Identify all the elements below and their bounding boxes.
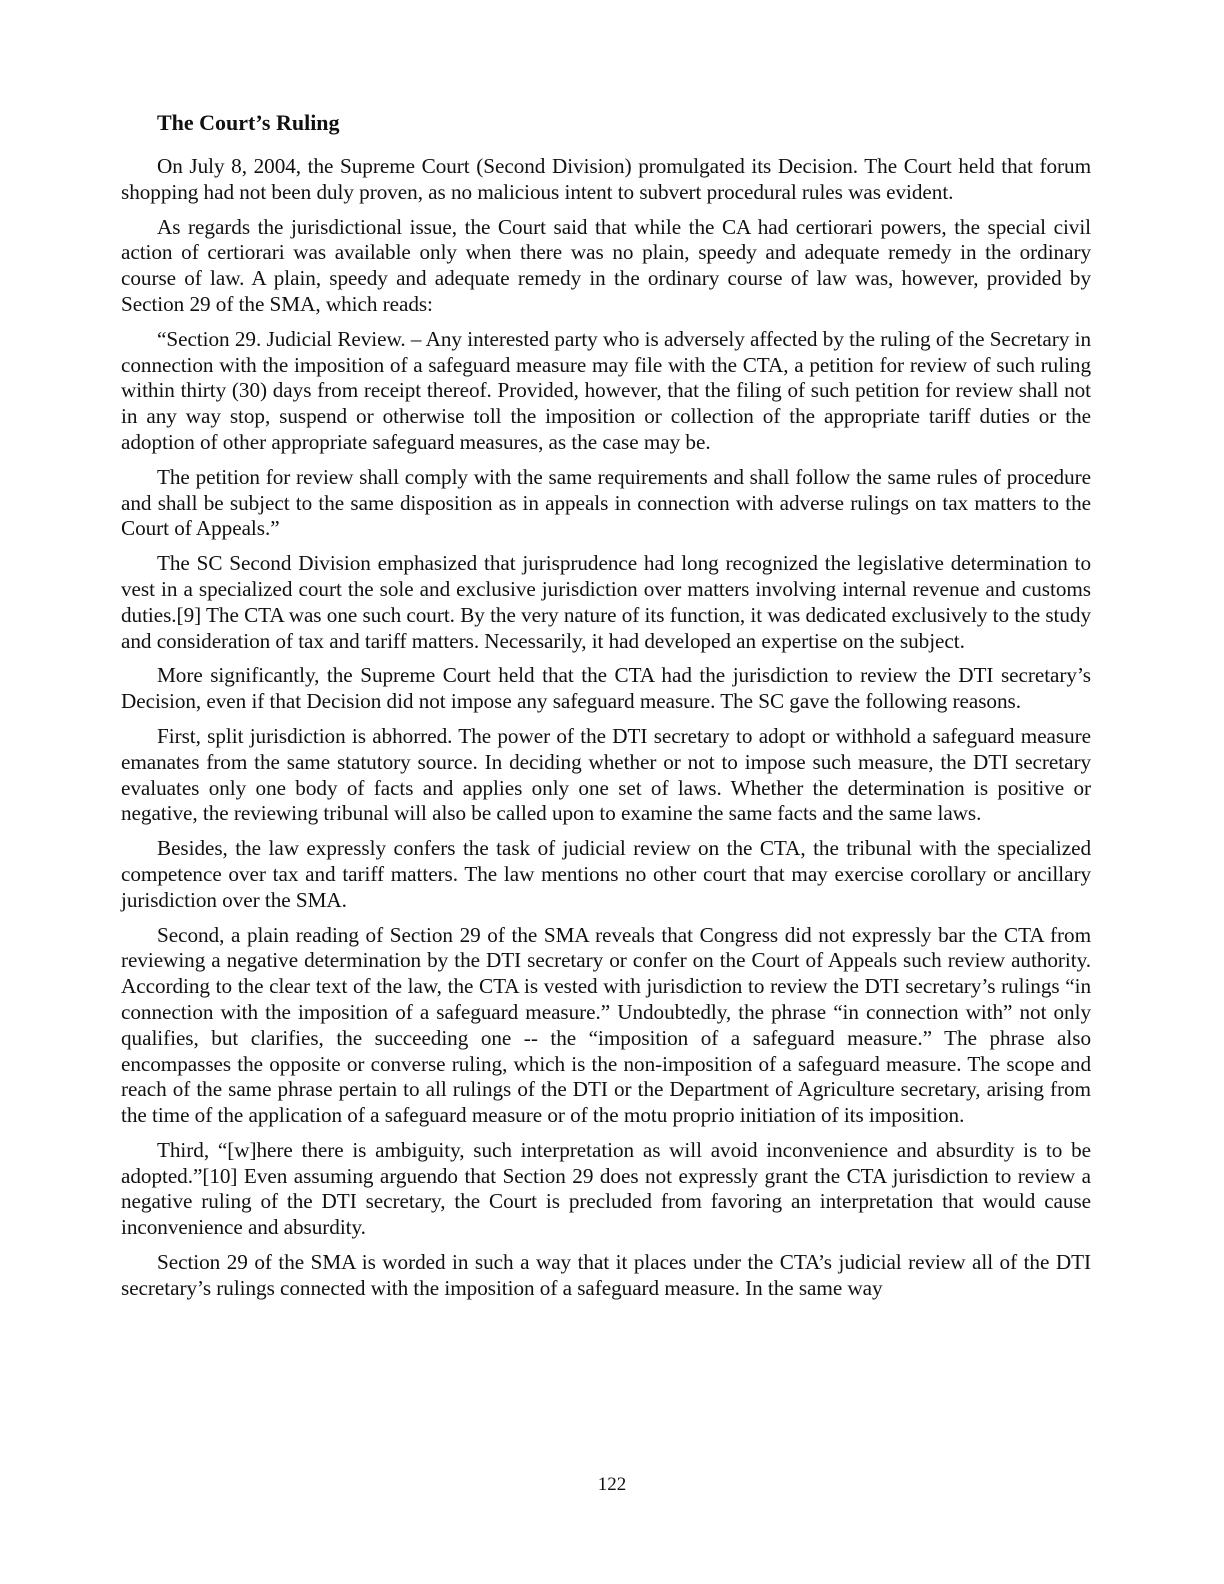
paragraph: Besides, the law expressly confers the task of judicial review on the CTA, the tribunal with the specialized competence over tax and tariff matters. The law mentions no other court that may exercise corollary or ancillary jurisdiction over the SMA. <box>121 836 1091 912</box>
paragraph: As regards the jurisdictional issue, the Court said that while the CA had certiorari powers, the special civil action of certiorari was available only when there was no plain, speedy and adequate remedy in the ordinary course of law. A plain, speedy and adequate remedy in the ordinary course of law was, however, provided by Section 29 of the SMA, which reads: <box>121 214 1091 316</box>
paragraph: Section 29 of the SMA is worded in such a way that it places under the CTA’s judicial review all of the DTI secretary’s rulings connected with the imposition of a safeguard measure. In the same way <box>121 1250 1091 1300</box>
paragraph: On July 8, 2004, the Supreme Court (Second Division) promulgated its Decision. The Court held that forum shopping had not been duly proven, as no malicious intent to subvert procedural rules was evident. <box>121 154 1091 204</box>
paragraph: Second, a plain reading of Section 29 of the SMA reveals that Congress did not expressly bar the CTA from reviewing a negative determination by the DTI secretary or confer on the Court of Appeals such review authority. According to the clear text of the law, the CTA is vested with jurisdiction to review the DTI secretary’s rulings “in connection with the imposition of a safeguard measure.” Undoubtedly, the phrase “in connection with” not only qualifies, but clarifies, the succeeding one -- the “imposition of a safeguard measure.” The phrase also encompasses the opposite or converse ruling, which is the non-imposition of a safeguard measure. The scope and reach of the same phrase pertain to all rulings of the DTI or the Department of Agriculture secretary, arising from the time of the application of a safeguard measure or of the motu proprio initiation of its imposition. <box>121 922 1091 1128</box>
section-heading: The Court’s Ruling <box>157 110 340 135</box>
page-number: 122 <box>597 1474 627 1495</box>
quoted-paragraph: “Section 29. Judicial Review. – Any interested party who is adversely affected by the ruling of the Secretary in connection with the imposition of a safeguard measure may file with the CTA, a petition for review of such ruling within thirty (30) days from receipt thereof. Provided, however, that the filing of such petition for review shall not in any way stop, suspend or otherwise toll the imposition or collection of the appropriate tariff duties or the adoption of other appropriate safeguard measures, as the case may be. <box>121 326 1091 454</box>
paragraph: The SC Second Division emphasized that jurisprudence had long recognized the legislative determination to vest in a specialized court the sole and exclusive jurisdiction over matters involving internal revenue and customs duties.[9] The CTA was one such court. By the very nature of its function, it was dedicated exclusively to the study and consideration of tax and tariff matters. Necessarily, it had developed an expertise on the subject. <box>121 551 1091 653</box>
document-page <box>121 108 1091 1311</box>
paragraph: Third, “[w]here there is ambiguity, such interpretation as will avoid inconvenience and absurdity is to be adopted.”[10] Even assuming arguendo that Section 29 does not expressly grant the CTA jurisdiction to review a negative ruling of the DTI secretary, the Court is precluded from favoring an interpretation that would cause inconvenience and absurdity. <box>121 1137 1091 1240</box>
paragraph: More significantly, the Supreme Court held that the CTA had the jurisdiction to review the DTI secretary’s Decision, even if that Decision did not impose any safeguard measure. The SC gave the following reasons. <box>121 663 1091 714</box>
paragraph: First, split jurisdiction is abhorred. The power of the DTI secretary to adopt or withhold a safeguard measure emanates from the same statutory source. In deciding whether or not to impose such measure, the DTI secretary evaluates only one body of facts and applies only one set of laws. Whether the determination is positive or negative, the reviewing tribunal will also be called upon to examine the same facts and the same laws. <box>121 723 1091 826</box>
quoted-paragraph: The petition for review shall comply with the same requirements and shall follow the same rules of procedure and shall be subject to the same disposition as in appeals in connection with adverse rulings on tax matters to the Court of Appeals.” <box>121 464 1091 541</box>
